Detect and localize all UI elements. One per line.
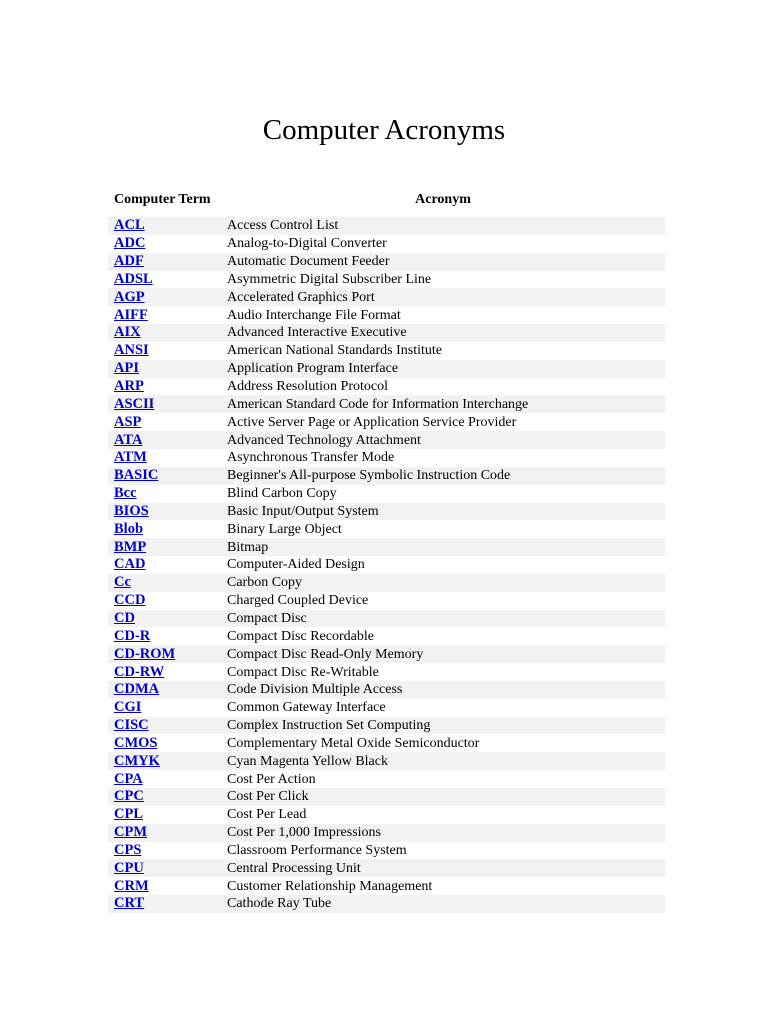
term-cell — [108, 734, 221, 752]
term-link[interactable]: CD-ROM — [114, 645, 176, 662]
term-link[interactable]: ACL — [114, 217, 145, 234]
term-link[interactable]: ASP — [114, 413, 142, 430]
term-cell — [108, 770, 221, 788]
table-row — [108, 235, 665, 253]
term-cell — [108, 842, 221, 860]
acronym-table — [108, 181, 665, 913]
term-link[interactable]: AIX — [114, 324, 141, 341]
term-cell — [108, 467, 221, 485]
table-row — [108, 770, 665, 788]
acronym-meaning-cell: Compact Disc Re-Writable — [221, 663, 665, 681]
header-computer-term: Computer Term — [114, 191, 211, 207]
table-body — [108, 217, 665, 913]
table-row — [108, 556, 665, 574]
table-row — [108, 592, 665, 610]
table-header-row — [108, 181, 665, 217]
acronym-meaning-cell: Cost Per 1,000 Impressions — [221, 824, 665, 842]
table-row — [108, 288, 665, 306]
term-cell — [108, 431, 221, 449]
acronym-meaning-cell: Access Control List — [221, 217, 665, 235]
term-link[interactable]: CPS — [114, 841, 142, 858]
term-link[interactable]: Blob — [114, 520, 144, 537]
acronym-meaning-cell: Active Server Page or Application Service Provider — [221, 413, 665, 431]
term-cell — [108, 378, 221, 396]
table-row — [108, 538, 665, 556]
table-row — [108, 574, 665, 592]
term-cell — [108, 485, 221, 503]
term-cell — [108, 592, 221, 610]
term-link[interactable]: CD-R — [114, 627, 151, 644]
term-cell — [108, 663, 221, 681]
acronym-meaning-cell: Beginner's All-purpose Symbolic Instruction Code — [221, 467, 665, 485]
acronym-meaning-cell: Compact Disc Read-Only Memory — [221, 645, 665, 663]
term-cell — [108, 752, 221, 770]
table-row — [108, 431, 665, 449]
table-row — [108, 717, 665, 735]
term-cell — [108, 627, 221, 645]
acronym-meaning-cell: Cyan Magenta Yellow Black — [221, 752, 665, 770]
table-row — [108, 467, 665, 485]
acronym-meaning-cell: American Standard Code for Information Interchange — [221, 395, 665, 413]
table-row — [108, 859, 665, 877]
term-cell — [108, 717, 221, 735]
acronym-meaning-cell: Common Gateway Interface — [221, 699, 665, 717]
term-cell — [108, 324, 221, 342]
term-cell — [108, 217, 221, 235]
term-link[interactable]: CCD — [114, 592, 146, 609]
table-row — [108, 503, 665, 521]
term-cell — [108, 877, 221, 895]
term-link[interactable]: AIFF — [114, 306, 148, 323]
term-link[interactable]: ATM — [114, 449, 147, 466]
acronym-meaning-cell: Basic Input/Output System — [221, 503, 665, 521]
acronym-meaning-cell: Accelerated Graphics Port — [221, 288, 665, 306]
term-cell — [108, 681, 221, 699]
acronym-meaning-cell: Central Processing Unit — [221, 859, 665, 877]
term-link[interactable]: BIOS — [114, 502, 149, 519]
term-link[interactable]: ADC — [114, 235, 146, 252]
term-link[interactable]: CMYK — [114, 752, 160, 769]
term-cell — [108, 610, 221, 628]
acronym-meaning-cell: Compact Disc Recordable — [221, 627, 665, 645]
table-row — [108, 520, 665, 538]
term-cell — [108, 859, 221, 877]
acronym-meaning-cell: Asynchronous Transfer Mode — [221, 449, 665, 467]
term-link[interactable]: CPU — [114, 859, 144, 876]
acronym-meaning-cell: Cathode Ray Tube — [221, 895, 665, 913]
acronym-meaning-cell: Charged Coupled Device — [221, 592, 665, 610]
table-row — [108, 324, 665, 342]
table-row — [108, 485, 665, 503]
acronym-meaning-cell: Cost Per Click — [221, 788, 665, 806]
term-link[interactable]: Bcc — [114, 485, 137, 502]
acronym-meaning-cell: Address Resolution Protocol — [221, 378, 665, 396]
term-cell — [108, 503, 221, 521]
term-cell — [108, 806, 221, 824]
term-cell — [108, 306, 221, 324]
acronym-meaning-cell: Analog-to-Digital Converter — [221, 235, 665, 253]
term-cell — [108, 895, 221, 913]
term-link[interactable]: Cc — [114, 574, 131, 591]
term-cell — [108, 413, 221, 431]
table-row — [108, 342, 665, 360]
table-row — [108, 413, 665, 431]
term-cell — [108, 253, 221, 271]
term-link[interactable]: CRT — [114, 895, 145, 912]
table-row — [108, 217, 665, 235]
term-link[interactable]: CDMA — [114, 681, 160, 698]
term-cell — [108, 574, 221, 592]
table-row — [108, 806, 665, 824]
table-row — [108, 824, 665, 842]
term-link[interactable]: CPC — [114, 788, 144, 805]
table-row — [108, 681, 665, 699]
table-row — [108, 449, 665, 467]
table-row — [108, 895, 665, 913]
term-cell — [108, 288, 221, 306]
table-row — [108, 627, 665, 645]
term-cell — [108, 271, 221, 289]
acronym-meaning-cell: Automatic Document Feeder — [221, 253, 665, 271]
acronym-meaning-cell: Cost Per Lead — [221, 806, 665, 824]
acronym-meaning-cell: Advanced Technology Attachment — [221, 431, 665, 449]
table-row — [108, 663, 665, 681]
term-link[interactable]: ANSI — [114, 342, 149, 359]
table-row — [108, 842, 665, 860]
term-link[interactable]: CPL — [114, 806, 143, 823]
acronym-meaning-cell: Cost Per Action — [221, 770, 665, 788]
term-link[interactable]: CAD — [114, 556, 146, 573]
acronym-meaning-cell: Carbon Copy — [221, 574, 665, 592]
term-cell — [108, 342, 221, 360]
table-row — [108, 395, 665, 413]
term-link[interactable]: CD-RW — [114, 663, 165, 680]
acronym-meaning-cell: Blind Carbon Copy — [221, 485, 665, 503]
term-cell — [108, 824, 221, 842]
acronym-meaning-cell: Advanced Interactive Executive — [221, 324, 665, 342]
table-row — [108, 877, 665, 895]
table-row — [108, 253, 665, 271]
term-cell — [108, 449, 221, 467]
table-row — [108, 378, 665, 396]
term-link[interactable]: CD — [114, 609, 135, 626]
term-link[interactable]: ATA — [114, 431, 143, 448]
term-cell — [108, 538, 221, 556]
acronym-meaning-cell: Customer Relationship Management — [221, 877, 665, 895]
acronym-meaning-cell: Computer-Aided Design — [221, 556, 665, 574]
term-link[interactable]: ASCII — [114, 395, 155, 412]
term-cell — [108, 235, 221, 253]
term-link[interactable]: AGP — [114, 288, 145, 305]
table-row — [108, 734, 665, 752]
term-link[interactable]: CPM — [114, 824, 148, 841]
table-row — [108, 752, 665, 770]
term-link[interactable]: BASIC — [114, 467, 159, 484]
term-link[interactable]: ADSL — [114, 270, 153, 287]
table-row — [108, 645, 665, 663]
page-title: Computer Acronyms — [262, 114, 506, 146]
acronym-meaning-cell: Audio Interchange File Format — [221, 306, 665, 324]
term-cell — [108, 556, 221, 574]
acronym-meaning-cell: Bitmap — [221, 538, 665, 556]
term-link[interactable]: BMP — [114, 538, 147, 555]
acronym-meaning-cell: Compact Disc — [221, 610, 665, 628]
acronym-meaning-cell: Application Program Interface — [221, 360, 665, 378]
table-row — [108, 306, 665, 324]
acronym-meaning-cell: Binary Large Object — [221, 520, 665, 538]
table-row — [108, 610, 665, 628]
acronym-meaning-cell: Code Division Multiple Access — [221, 681, 665, 699]
table-row — [108, 271, 665, 289]
term-link[interactable]: CRM — [114, 877, 149, 894]
acronym-meaning-cell: American National Standards Institute — [221, 342, 665, 360]
acronym-meaning-cell: Asymmetric Digital Subscriber Line — [221, 271, 665, 289]
term-link[interactable]: CISC — [114, 717, 149, 734]
term-cell — [108, 520, 221, 538]
table-row — [108, 788, 665, 806]
term-link[interactable]: CPA — [114, 770, 143, 787]
acronym-meaning-cell: Complementary Metal Oxide Semiconductor — [221, 734, 665, 752]
term-cell — [108, 645, 221, 663]
term-cell — [108, 788, 221, 806]
term-link[interactable]: CGI — [114, 699, 142, 716]
acronym-meaning-cell: Classroom Performance System — [221, 842, 665, 860]
table-row — [108, 699, 665, 717]
term-link[interactable]: API — [114, 360, 139, 377]
term-link[interactable]: CMOS — [114, 734, 158, 751]
term-cell — [108, 699, 221, 717]
header-acronym: Acronym — [415, 191, 471, 207]
term-link[interactable]: ADF — [114, 253, 144, 270]
acronym-meaning-cell: Complex Instruction Set Computing — [221, 717, 665, 735]
term-cell — [108, 395, 221, 413]
term-link[interactable]: ARP — [114, 378, 144, 395]
table-row — [108, 360, 665, 378]
term-cell — [108, 360, 221, 378]
